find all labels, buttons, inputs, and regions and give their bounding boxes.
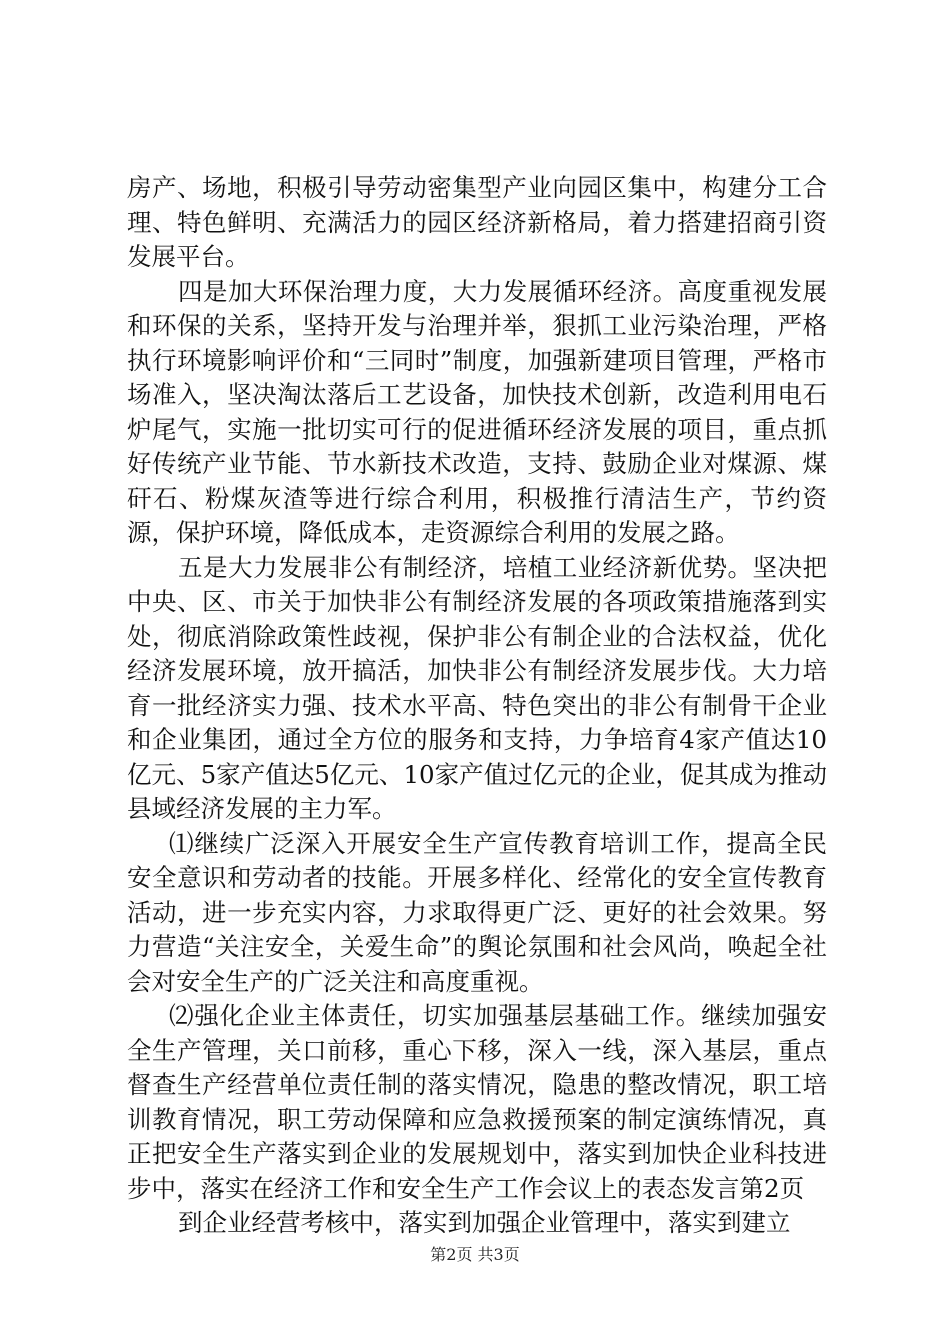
paragraph-safety-education: ⑴继续广泛深入开展安全生产宣传教育培训工作，提高全民安全意识和劳动者的技能。开展多样化、经常化的安全宣传教育活动，进一步充实内容，力求取得更广泛、更好的社会效果。努力营造“关注安全，关爱生命”的舆论氛围和社会风尚，唤起全社会对安全生产的广泛关注和高度重视。 bbox=[127, 828, 827, 996]
paragraph-enterprise-responsibility: ⑵强化企业主体责任，切实加强基层基础工作。继续加强安全生产管理，关口前移，重心下移，深入一线，深入基层，重点督查生产经营单位责任制的落实情况，隐患的整改情况，职工培训教育情况，职工劳动保障和应急救援预案的制定演练情况，真正把安全生产落实到企业的发展规划中，落实到加快企业科技进步中，落实在经济工作和安全生产工作会议上的表态发言第2页 bbox=[127, 1001, 827, 1203]
document-body bbox=[127, 171, 827, 1241]
paragraph-final-fragment: 到企业经营考核中，落实到加强企业管理中，落实到建立 bbox=[178, 1208, 791, 1237]
paragraph-continuation: 房产、场地，积极引导劳动密集型产业向园区集中，构建分工合理、特色鲜明、充满活力的园区经济新格局，着力搭建招商引资发展平台。 bbox=[127, 173, 827, 271]
paragraph-environment: 四是加大环保治理力度，大力发展循环经济。高度重视发展和环保的关系，坚持开发与治理并举，狠抓工业污染治理，严格执行环境影响评价和“三同时”制度，加强新建项目管理，严格市场准入，坚决淘汰落后工艺设备，加快技术创新，改造利用电石炉尾气，实施一批切实可行的促进循环经济发展的项目，重点抓好传统产业节能、节水新技术改造，支持、鼓励企业对煤源、煤矸石、粉煤灰渣等进行综合利用，积极推行清洁生产，节约资源，保护环境，降低成本，走资源综合利用的发展之路。 bbox=[127, 276, 827, 547]
paragraph-private-economy: 五是大力发展非公有制经济，培植工业经济新优势。坚决把中央、区、市关于加快非公有制经济发展的各项政策措施落到实处，彻底消除政策性歧视，保护非公有制企业的合法权益，优化经济发展环境，放开搞活，加快非公有制经济发展步伐。大力培育一批经济实力强、技术水平高、特色突出的非公有制骨干企业和企业集团，通过全方位的服务和支持，力争培育4家产值达10亿元、5家产值达5亿元、10家产值过亿元的企业，促其成为推动县域经济发展的主力军。 bbox=[127, 552, 827, 823]
page-number-footer: 第2页 共3页 bbox=[430, 1245, 520, 1264]
